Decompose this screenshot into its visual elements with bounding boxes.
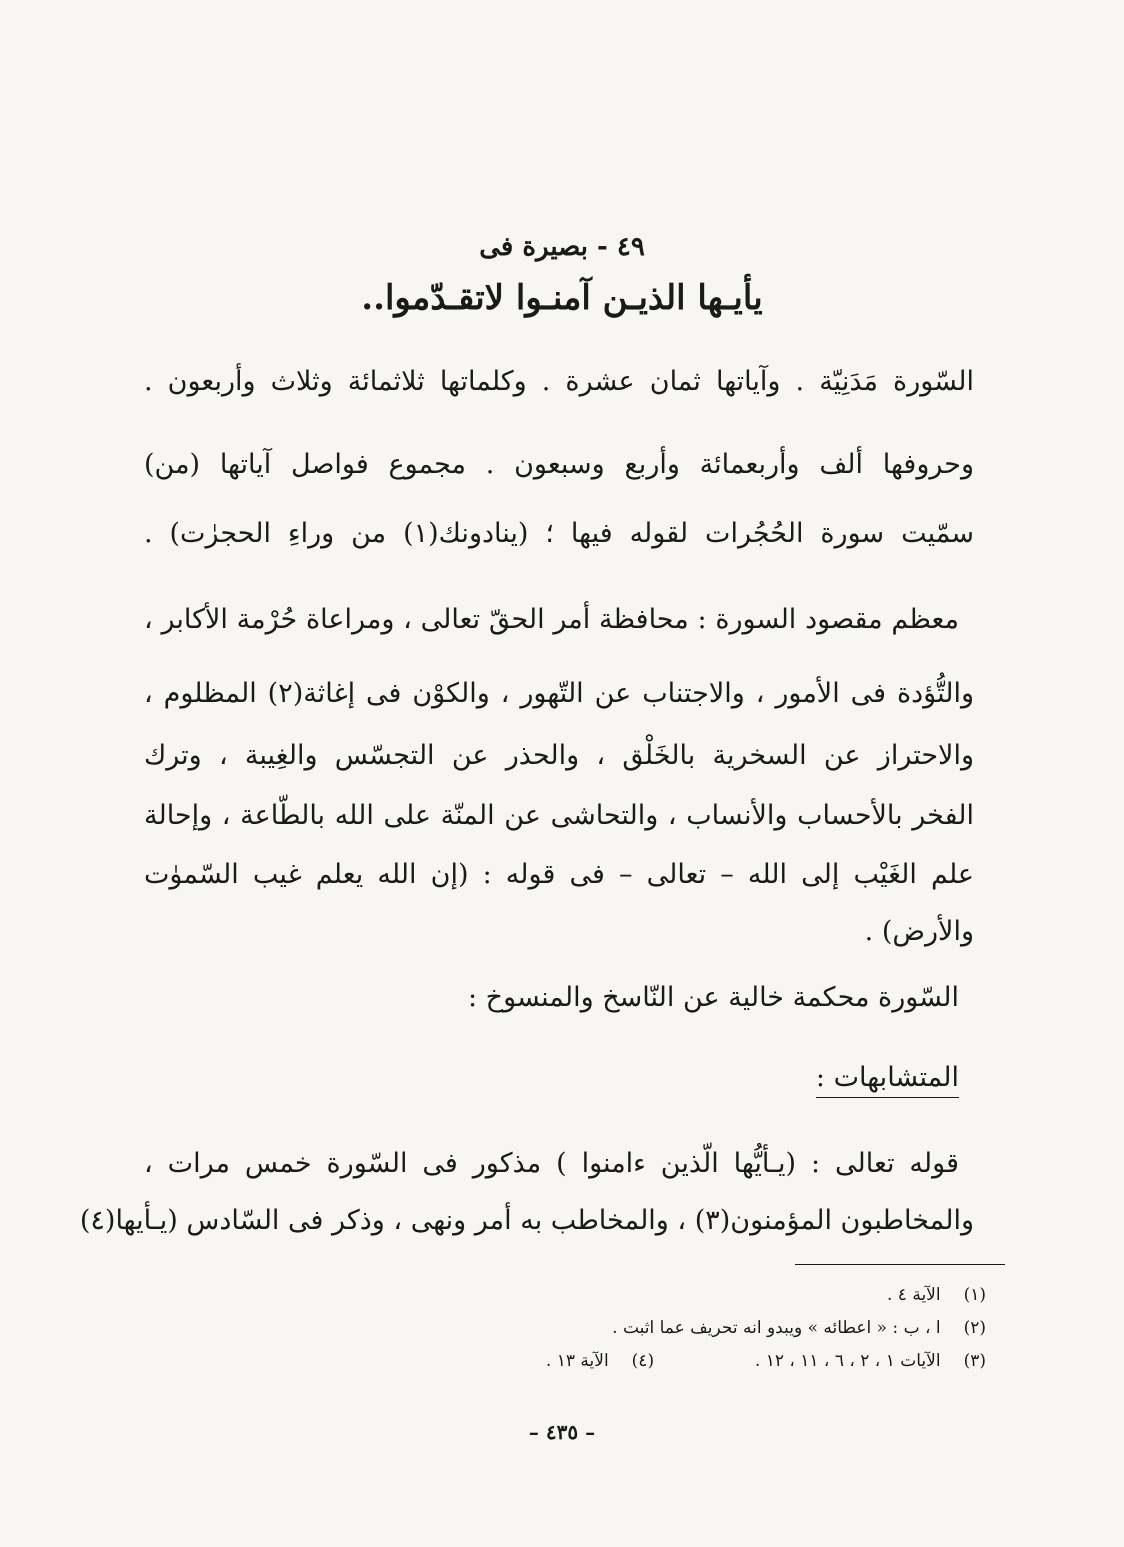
footnote-divider: [795, 1264, 1005, 1265]
body-line-4: معظم مقصود السورة : محافظة أمر الحقّ تعالى ، ومراعاة حُرْمة الأكابر ،: [144, 604, 959, 635]
section-number: ٤٩ - بصيرة فى: [479, 232, 645, 262]
body-line-13: والمخاطبون المؤمنون(٣) ، والمخاطب به أمر ونهى ، وذكر فى السّادس (يـأيها(٤): [79, 1205, 974, 1236]
footnote-4-text: الآية ١٣ .: [545, 1351, 609, 1371]
body-line-12: قوله تعالى : (يـأيُّها الّذين ءامنوا ) مذكور فى السّورة خمس مرات ،: [144, 1148, 959, 1179]
subheading-label: المتشابهات :: [816, 1062, 959, 1098]
body-line-6: والاحتراز عن السخرية بالخَلْق ، والحذر عن التجسّس والغِيبة ، وترك: [144, 740, 974, 771]
body-line-3: سمّيت سورة الحُجُرات لقوله فيها ؛ (ينادونك(١) من وراءِ الحجرٰت) .: [144, 518, 974, 549]
footnote-3: [156, 1353, 986, 1370]
footnote-3-number: (٣): [963, 1351, 986, 1371]
body-line-8: علم الغَيْب إلى الله – تعالى – فى قوله : (إن الله يعلم غيب السّموٰت: [144, 859, 974, 890]
footnote-3-text: الآيات ١ ، ٢ ، ٦ ، ١١ ، ١٢ .: [754, 1351, 941, 1371]
body-line-1: السّورة مَدَنِيّة . وآياتها ثمان عشرة . وكلماتها ثلاثمائة وثلاث وأربعون .: [144, 366, 974, 397]
footnote-4-number: (٤): [631, 1351, 655, 1371]
body-line-9: والأرض) .: [864, 916, 974, 947]
body-line-7: الفخر بالأحساب والأنساب ، والتحاشى عن المنّة على الله بالطّاعة ، وإحالة: [144, 800, 974, 831]
page-number: – ٤٣٥ –: [528, 1420, 596, 1444]
body-line-10: السّورة محكمة خالية عن النّاسخ والمنسوخ :: [468, 982, 959, 1013]
body-line-5: والتُّؤدة فى الأمور ، والاجتناب عن التّهور ، والكوْن فى إغاثة(٢) المظلوم ،: [144, 678, 974, 709]
footnote-2: [156, 1320, 986, 1337]
footnote-1: [156, 1287, 986, 1304]
footnote-2-number: (٢): [963, 1318, 986, 1338]
footnote-1-text: الآية ٤ .: [886, 1285, 941, 1305]
footnote-1-number: (١): [963, 1285, 986, 1305]
subheading-mutashabihat: [144, 1064, 959, 1091]
body-line-2: وحروفها ألف وأربعمائة وأربع وسبعون . مجموع فواصل آياتها (من): [144, 449, 974, 480]
section-title: يأيـها الذيـن آمنـوا لاتقـدّموا..: [361, 278, 763, 318]
footnote-2-text: ا ، ب : « اعطائه » ويبدو انه تحريف عما اثبت .: [612, 1318, 941, 1338]
